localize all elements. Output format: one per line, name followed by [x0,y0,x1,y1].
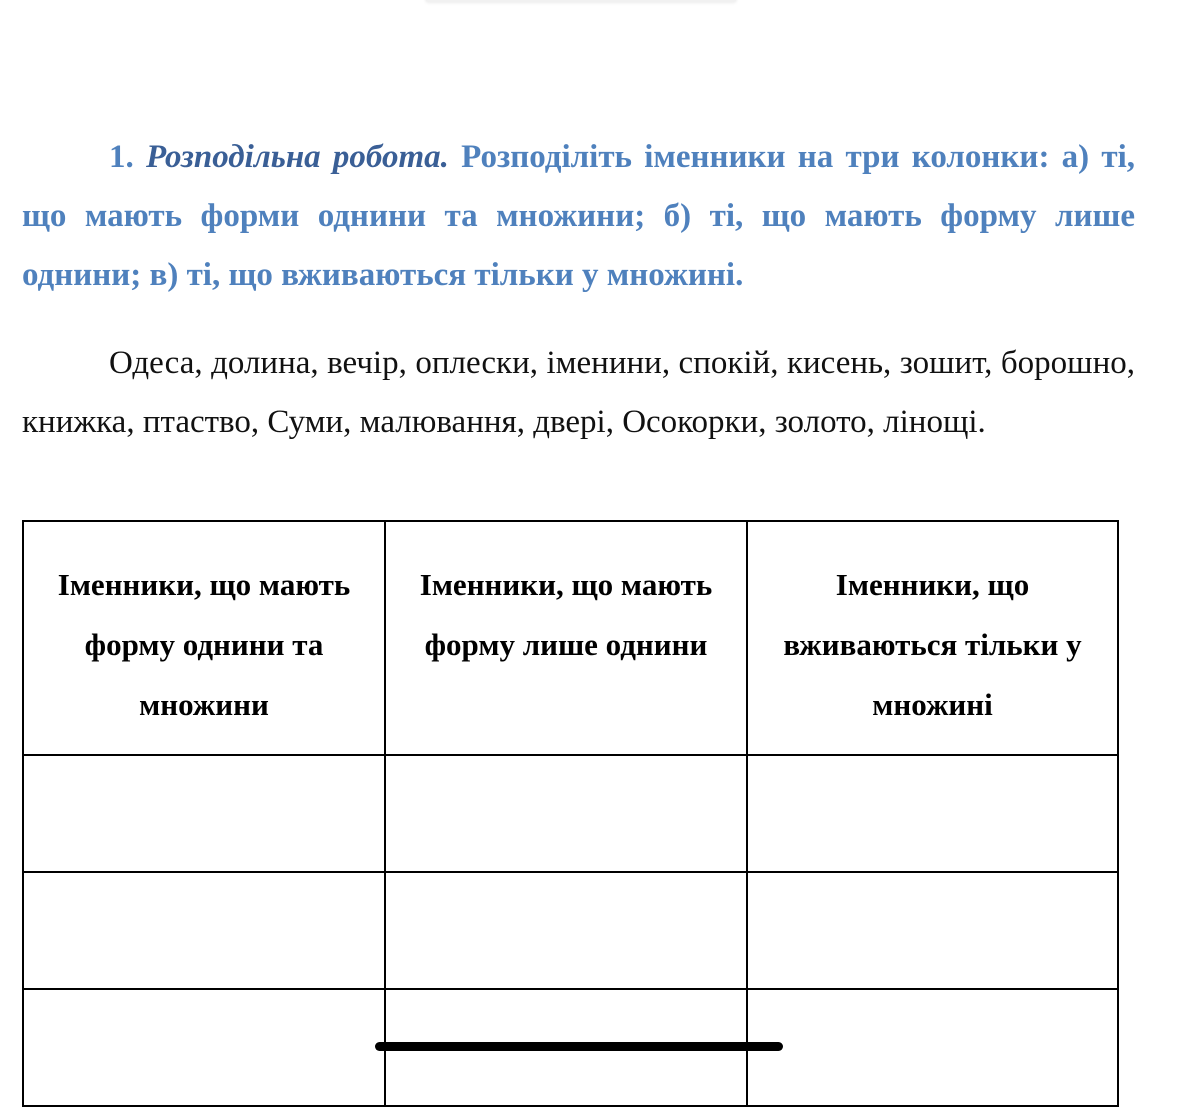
home-indicator[interactable] [375,1042,783,1051]
table-cell[interactable] [747,872,1118,989]
table-row [23,755,1118,872]
table-cell[interactable] [385,872,747,989]
table-cell[interactable] [23,755,385,872]
header-plural-only [747,521,1118,755]
table-cell[interactable] [747,755,1118,872]
table-cell[interactable] [23,989,385,1106]
task-number: 1. [109,139,134,175]
table-cell[interactable] [747,989,1118,1106]
answer-table [22,520,1119,1107]
header-singular-plural [23,521,385,755]
table-cell[interactable] [23,872,385,989]
word-list: Одеса, долина, вечір, оплески, іменини, спокій, кисень, зошит, борошно, книжка, птаство, Суми, малювання, двері, Осокорки, золото, лінощі. [22,345,1135,440]
header-singular-plural-label: Іменники, що мають форму однини та множини [57,567,351,722]
header-singular-only-label: Іменники, що мають форму лише однини [419,567,713,662]
task-label: Розподільна робота. [145,139,449,175]
table-header-row [23,521,1118,755]
task-instruction: Розподіліть іменники на три колонки: а) ті, що мають форми однини та множини; б) ті, що мають форму лише однини; в) ті, що вживаються тільки у множині. [22,139,1136,293]
top-bar-handle [425,0,737,2]
table-cell[interactable] [385,755,747,872]
header-plural-only-label: Іменники, що вживаються тільки у множині [783,567,1082,722]
task-heading [22,128,1135,305]
table-row [23,872,1118,989]
header-singular-only [385,521,747,755]
